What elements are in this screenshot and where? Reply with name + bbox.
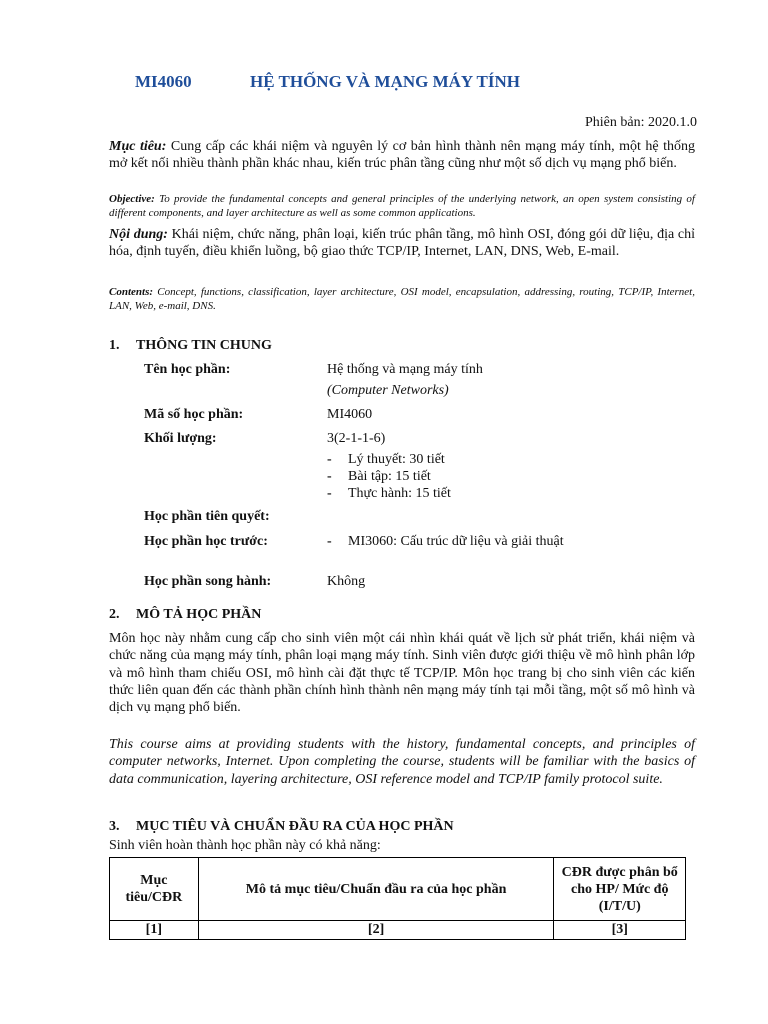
- course-title-heading: HỆ THỐNG VÀ MẠNG MÁY TÍNH: [250, 72, 520, 91]
- credits-breakdown-list: [327, 451, 451, 502]
- objective-text-vi: Cung cấp các khái niệm và nguyên lý cơ bản hình thành nên mạng máy tính, một hệ thống mở kết nối nhiều thành phần khác nhau, kiến trúc phân tầng cũng như một số dịch vụ mạng phổ biến.: [109, 139, 696, 171]
- list-item: [327, 451, 451, 468]
- section-3-title: MỤC TIÊU VÀ CHUẨN ĐẦU RA CỦA HỌC PHẦN: [136, 819, 454, 834]
- content-label-vi: Nội dung:: [109, 227, 168, 242]
- index-cell: [3]: [554, 921, 686, 940]
- content-text-en: Concept, functions, classification, layer architecture, OSI model, encapsulation, addressing, routing, TCP/IP, Internet, LAN, Web, e-mail, DNS.: [109, 286, 695, 312]
- header-level: CĐR được phân bổ cho HP/ Mức độ (I/T/U): [554, 858, 686, 921]
- section-1-heading: [109, 338, 272, 354]
- list-item: [327, 468, 451, 485]
- content-label-en: Contents:: [109, 286, 154, 298]
- credit-practice: Thực hành: 15 tiết: [348, 486, 451, 501]
- credits-value: 3(2-1-1-6): [327, 431, 386, 446]
- bullet-dash: -: [327, 452, 332, 467]
- course-name-value: Hệ thống và mạng máy tính: [327, 362, 483, 377]
- content-en: [109, 285, 695, 313]
- section-2-title: MÔ TẢ HỌC PHẦN: [136, 607, 262, 622]
- bullet-dash: -: [327, 534, 332, 549]
- header-description: Mô tả mục tiêu/Chuẩn đầu ra của học phần: [198, 858, 554, 921]
- section-1-number: 1.: [109, 338, 120, 353]
- prerequisite-label: Học phần tiên quyết:: [144, 509, 270, 524]
- section-3-heading: [109, 819, 454, 835]
- prior-course-label: Học phần học trước:: [144, 534, 268, 549]
- table-row: [110, 921, 686, 940]
- credit-exercise: Bài tập: 15 tiết: [348, 469, 431, 484]
- credit-theory: Lý thuyết: 30 tiết: [348, 452, 445, 467]
- section-3-intro: Sinh viên hoàn thành học phần này có khả năng:: [109, 838, 381, 853]
- table-header-row: [110, 858, 686, 921]
- course-name-en: (Computer Networks): [327, 383, 449, 398]
- parallel-course-value: Không: [327, 574, 366, 589]
- index-cell: [2]: [198, 921, 554, 940]
- section-2-number: 2.: [109, 607, 120, 622]
- objective-text-en: To provide the fundamental concepts and general principles of the underlying network, an open system consisting of different components, and layer architecture as well as some common applications.: [109, 193, 695, 219]
- header-goal: Mục tiêu/CĐR: [110, 858, 199, 921]
- content-text-vi: Khái niệm, chức năng, phân loại, kiến trúc phân tầng, mô hình OSI, đóng gói dữ liệu, địa chỉ hóa, định tuyến, điều khiển luồng, bộ giao thức TCP/IP, Internet, LAN, DNS, Web, E-mail.: [109, 227, 695, 259]
- section-1-title: THÔNG TIN CHUNG: [136, 338, 272, 353]
- outcomes-table: [109, 857, 686, 940]
- course-description-en: This course aims at providing students with the history, fundamental concepts, and principles of computer networks, Internet. Upon completing the course, students will be familiar with the basics of data communication, layering architecture, OSI reference model and TCP/IP family protocol suite.: [109, 737, 695, 787]
- index-cell: [1]: [110, 921, 199, 940]
- section-2-heading: [109, 607, 261, 623]
- prior-course-text: MI3060: Cấu trúc dữ liệu và giải thuật: [348, 534, 564, 549]
- objective-vi: [109, 139, 695, 172]
- bullet-dash: -: [327, 469, 332, 484]
- course-code-heading: MI4060: [135, 72, 192, 91]
- course-description-vi: Môn học này nhằm cung cấp cho sinh viên một cái nhìn khái quát về lịch sử phát triển, khái niệm và chức năng của mạng máy tính, phân loại mạng máy tính. Sinh viên được giới thiệu về mô hình phân lớp và mô hình tham chiếu OSI, mô hình cài đặt thực tế TCP/IP. Môn học trang bị cho sinh viên các kiến thức liên quan đến các thành phần chính hình thành nên mạng máy tính tại mỗi tầng, một số mô hình và dịch vụ mạng phổ biến.: [109, 631, 695, 716]
- credits-label: Khối lượng:: [144, 431, 217, 446]
- content-vi: [109, 227, 695, 260]
- course-name-label: Tên học phần:: [144, 362, 231, 377]
- course-code-label: Mã số học phần:: [144, 407, 244, 422]
- objective-label-en: Objective:: [109, 193, 155, 205]
- objective-label-vi: Mục tiêu:: [109, 139, 167, 154]
- bullet-dash: -: [327, 486, 332, 501]
- list-item: [327, 485, 451, 502]
- course-code-value: MI4060: [327, 407, 373, 422]
- objective-en: [109, 192, 695, 220]
- parallel-course-label: Học phần song hành:: [144, 574, 272, 589]
- prior-course-value: [327, 534, 564, 550]
- section-3-number: 3.: [109, 819, 120, 834]
- version-label: Phiên bản: 2020.1.0: [585, 115, 697, 130]
